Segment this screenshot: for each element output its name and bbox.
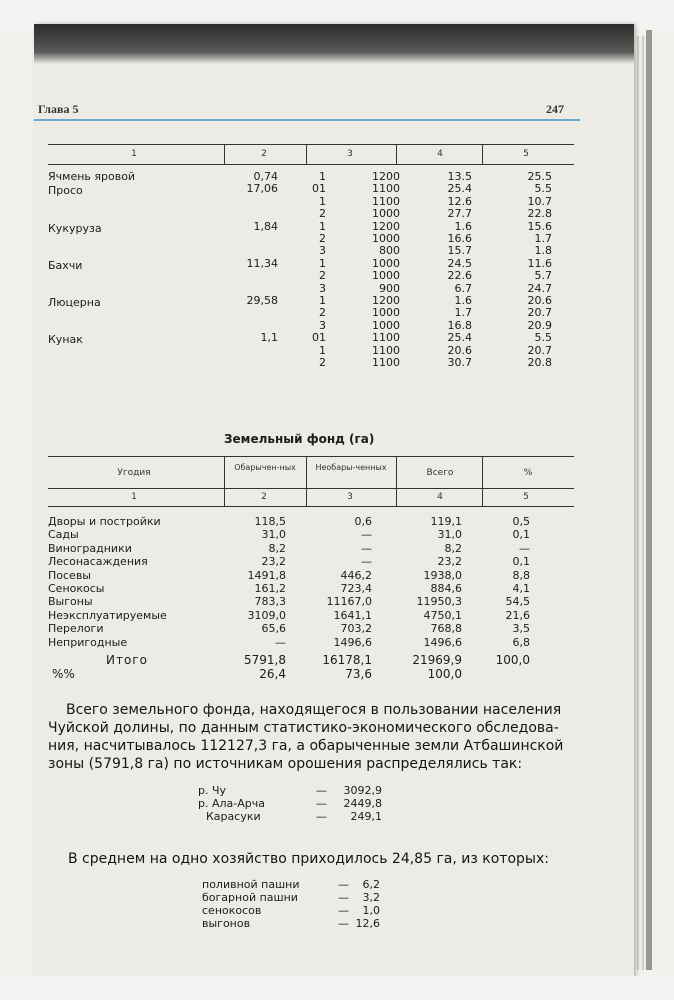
table1-crop-name: Просо [48, 184, 83, 198]
header-blue-rule [34, 119, 580, 121]
irrigation-source-value: 3092,9 [343, 784, 382, 797]
table1-norm: 1100 [372, 356, 400, 369]
table2-total: 768,8 [430, 622, 462, 636]
table2-divider-2 [306, 456, 307, 506]
table2-header-rule [48, 488, 574, 489]
table1-term: 1 [319, 194, 326, 208]
table2-irrigated: 8,2 [268, 541, 286, 555]
irrigation-dash: — [316, 810, 327, 823]
table1-area: 1,84 [253, 219, 278, 233]
table1-col-number: 1 [131, 149, 137, 159]
household-item-value: 1,0 [362, 904, 380, 917]
table2-row-label: Сенокосы [48, 582, 105, 595]
table1-crop-name: Бахчи [48, 258, 83, 272]
table2-irrigated: 3109,0 [247, 608, 286, 622]
table2-total-unirrigated: 16178,1 [322, 653, 372, 667]
household-item-value: 6,2 [362, 878, 380, 891]
table2-unirrigated: 723,4 [340, 582, 372, 595]
table1-crop-name: Люцерна [48, 296, 101, 309]
table1-value-a: 15.7 [447, 244, 472, 258]
irrigation-source-name: р. Ала-Арча [198, 797, 265, 810]
table1-norm: 1200 [372, 294, 400, 307]
table2-row-label: Непригодные [48, 635, 128, 649]
table2-total: 23,2 [437, 555, 462, 569]
household-dash: — [338, 891, 349, 904]
table1-area: 0,74 [253, 170, 278, 183]
table2-total: 119,1 [430, 515, 462, 528]
table1-norm: 1100 [372, 182, 400, 196]
table2-row-label: Лесонасаждения [48, 555, 148, 569]
household-dash: — [338, 878, 349, 891]
table1-norm: 1000 [372, 256, 400, 270]
household-item-name: богарной пашни [202, 891, 298, 904]
table2-unirrigated: — [361, 555, 372, 569]
table2-irrigated: 783,3 [254, 595, 286, 609]
table1-term: 3 [319, 318, 326, 332]
table1-value-b: 22.8 [527, 207, 552, 221]
table2-unirrigated: 11167,0 [326, 595, 372, 609]
table2-irrigated: 23,2 [261, 555, 286, 569]
irrigation-source-name: Карасуки [206, 810, 261, 823]
book-page [34, 24, 634, 978]
table2-irrigated: 1491,8 [247, 568, 286, 582]
table2-title: Земельный фонд (га) [224, 432, 375, 446]
table2-total: 31,0 [437, 528, 462, 542]
table2-percent: 54,5 [505, 595, 530, 609]
table2-total: 884,6 [430, 582, 462, 595]
scan-background-bottom [0, 976, 674, 1000]
table1-divider-3 [396, 144, 397, 164]
table1-norm: 900 [379, 281, 400, 295]
irrigation-source-value: 2449,8 [343, 797, 382, 810]
table2-total-all: 21969,9 [412, 653, 462, 667]
paragraph-line: Всего земельного фонда, находящегося в пользовании населения [66, 702, 562, 718]
table2-header-percent: % [523, 468, 533, 478]
table1-norm: 1000 [372, 207, 400, 221]
table2-header-irrigated: Обарычен-ных [234, 463, 296, 472]
table1-value-a: 6.7 [454, 281, 472, 295]
table2-divider-1 [224, 456, 225, 506]
irrigation-dash: — [316, 797, 327, 810]
table2-divider-3 [396, 456, 397, 506]
table2-total-percent: 100,0 [495, 653, 530, 667]
table1-term: 01 [312, 182, 326, 196]
table2-row-label: Посевы [48, 568, 91, 582]
table1-term: 1 [319, 343, 326, 357]
table1-term: 2 [319, 306, 326, 320]
table1-value-a: 13.5 [447, 170, 472, 183]
table1-value-a: 30.7 [447, 356, 472, 369]
table1-term: 3 [319, 281, 326, 295]
table2-top-rule [48, 456, 574, 457]
table1-value-b: 5.7 [534, 269, 552, 283]
table2-percent: 6,8 [512, 635, 530, 649]
table1-value-b: 1.7 [534, 232, 552, 245]
table2-percent-irrigated: 26,4 [259, 667, 286, 681]
table2-percent: 0,1 [512, 555, 530, 569]
table1-value-a: 24.5 [447, 256, 472, 270]
table1-term: 2 [319, 207, 326, 221]
table1-divider-1 [224, 144, 225, 164]
table1-norm: 1100 [372, 331, 400, 345]
table2-irrigated: 65,6 [261, 622, 286, 636]
household-dash: — [338, 904, 349, 917]
table1-value-a: 25.4 [447, 182, 472, 196]
table1-norm: 1000 [372, 269, 400, 283]
table2-unirrigated: 0,6 [354, 515, 372, 528]
table2-irrigated: 31,0 [261, 528, 286, 542]
table2-irrigated: 161,2 [254, 582, 286, 595]
page-number: 247 [546, 102, 564, 116]
table2-total-label: Итого [106, 653, 148, 667]
paragraph-line: ния, насчитывалось 112127,3 га, а обарыченные земли Атбашинской [48, 738, 564, 754]
table2-row-label: Неэксплуатируемые [48, 608, 167, 622]
table2-col-number: 3 [347, 492, 353, 502]
table1-top-rule [48, 144, 574, 145]
table1-value-a: 22.6 [447, 269, 472, 283]
household-item-name: поливной пашни [202, 878, 300, 891]
table1-term: 01 [312, 331, 326, 345]
table1-value-a: 16.6 [447, 232, 472, 245]
table1-term: 1 [319, 256, 326, 270]
table2-percent-label: %% [52, 667, 75, 681]
household-item-name: выгонов [202, 917, 251, 930]
table1-header-bottom-rule [48, 164, 574, 165]
table2-percent: 21,6 [505, 608, 530, 622]
table2-irrigated: — [275, 635, 286, 649]
table2-divider-4 [482, 456, 483, 506]
table2-unirrigated: 1496,6 [333, 635, 372, 649]
table2-percent: 0,1 [512, 528, 530, 542]
table2-percent: 0,5 [512, 515, 530, 528]
table1-term: 2 [319, 269, 326, 283]
table1-value-b: 20.8 [527, 356, 552, 369]
table2-unirrigated: 703,2 [340, 622, 372, 636]
table1-col-number: 4 [437, 149, 443, 159]
table2-percent: 8,8 [512, 568, 530, 582]
table1-norm: 1100 [372, 343, 400, 357]
table1-value-a: 20.6 [447, 343, 472, 357]
table2-unirrigated: — [361, 541, 372, 555]
table2-row-label: Виноградники [48, 541, 132, 555]
household-item-value: 3,2 [362, 891, 380, 904]
table2-row-label: Перелоги [48, 622, 104, 636]
table2-header-unirrigated: Необары-ченных [315, 463, 387, 472]
table1-divider-2 [306, 144, 307, 164]
chapter-heading: Глава 5 [38, 102, 79, 116]
table2-total: 4750,1 [423, 608, 462, 622]
table1-divider-4 [482, 144, 483, 164]
table1-norm: 800 [379, 244, 400, 258]
irrigation-source-name: р. Чу [198, 784, 227, 797]
table2-unirrigated: 446,2 [340, 568, 372, 582]
table1-value-a: 27.7 [447, 207, 472, 221]
irrigation-dash: — [316, 784, 327, 797]
irrigation-source-value: 249,1 [350, 810, 382, 823]
table2-total: 1496,6 [423, 635, 462, 649]
table2-unirrigated: — [361, 528, 372, 542]
table2-header-total: Всего [426, 468, 454, 478]
table1-col-number: 3 [347, 149, 353, 159]
table1-value-b: 10.7 [527, 194, 552, 208]
table1-crop-name: Ячмень яровой [48, 170, 136, 183]
table2-percent-unirrigated: 73,6 [345, 667, 372, 681]
table1-value-a: 1.6 [454, 294, 472, 307]
table1-area: 1,1 [260, 331, 278, 345]
table2-total: 8,2 [444, 541, 462, 555]
table2-percent: 3,5 [512, 622, 530, 636]
paragraph-average: В среднем на одно хозяйство приходилось 24,85 га, из которых: [68, 851, 549, 867]
table1-value-b: 20.7 [527, 343, 552, 357]
table2-percent: — [519, 541, 530, 555]
table2-unirrigated: 1641,1 [333, 608, 372, 622]
table1-norm: 1100 [372, 194, 400, 208]
table1-value-b: 1.8 [534, 244, 552, 258]
table1-value-a: 16.8 [447, 318, 472, 332]
table1-term: 2 [319, 232, 326, 245]
table1-norm: 1200 [372, 170, 400, 183]
table2-total-irrigated: 5791,8 [244, 653, 286, 667]
table2-col-number: 2 [261, 492, 267, 502]
table1-value-a: 1.6 [454, 219, 472, 233]
table2-col-number: 1 [131, 492, 137, 502]
table1-term: 1 [319, 294, 326, 307]
table2-row-label: Дворы и постройки [48, 515, 161, 528]
table1-crop-name: Кунак [48, 333, 83, 347]
table2-row-label: Выгоны [48, 595, 93, 609]
table1-value-b: 20.6 [527, 294, 552, 307]
book-spine-edge [646, 30, 652, 970]
table1-norm: 1000 [372, 318, 400, 332]
table2-col-number: 5 [523, 492, 529, 502]
table1-area: 11,34 [246, 256, 278, 270]
table1-value-b: 24.7 [527, 281, 552, 295]
table1-value-b: 5.5 [534, 182, 552, 196]
table1-value-b: 20.9 [527, 318, 552, 332]
table1-norm: 1200 [372, 219, 400, 233]
table1-value-a: 25.4 [447, 331, 472, 345]
table2-col-number: 4 [437, 492, 443, 502]
table1-area: 29,58 [246, 294, 278, 307]
table1-value-b: 25.5 [527, 170, 552, 183]
household-dash: — [338, 917, 349, 930]
table1-col-number: 2 [261, 149, 267, 159]
table1-value-b: 5.5 [534, 331, 552, 345]
table2-irrigated: 118,5 [254, 515, 286, 528]
household-item-value: 12,6 [355, 917, 380, 930]
table2-total: 1938,0 [423, 568, 462, 582]
table1-crop-name: Кукуруза [48, 221, 102, 235]
table1-term: 1 [319, 170, 326, 183]
table1-term: 1 [319, 219, 326, 233]
paragraph-line: зоны (5791,8 га) по источникам орошения распределялись так: [48, 756, 523, 772]
household-item-name: сенокосов [202, 904, 262, 917]
table1-term: 2 [319, 356, 326, 369]
table2-row-label: Сады [48, 528, 79, 542]
table1-value-a: 12.6 [447, 194, 472, 208]
table1-norm: 1000 [372, 306, 400, 320]
table2-percent-all: 100,0 [427, 667, 462, 681]
table1-value-b: 20.7 [527, 306, 552, 320]
table2-numbers-rule [48, 506, 574, 507]
table1-col-number: 5 [523, 149, 529, 159]
table2-total: 11950,3 [416, 595, 462, 609]
table1-term: 3 [319, 244, 326, 258]
table2-header-crop: Угодия [117, 468, 151, 478]
table1-value-b: 15.6 [527, 219, 552, 233]
table2-percent: 4,1 [512, 582, 530, 595]
table1-value-a: 1.7 [454, 306, 472, 320]
table1-area: 17,06 [246, 182, 278, 196]
table1-norm: 1000 [372, 232, 400, 245]
paragraph-line: Чуйской долины, по данным статистико-экономического обследова- [48, 720, 559, 736]
table1-value-b: 11.6 [527, 256, 552, 270]
